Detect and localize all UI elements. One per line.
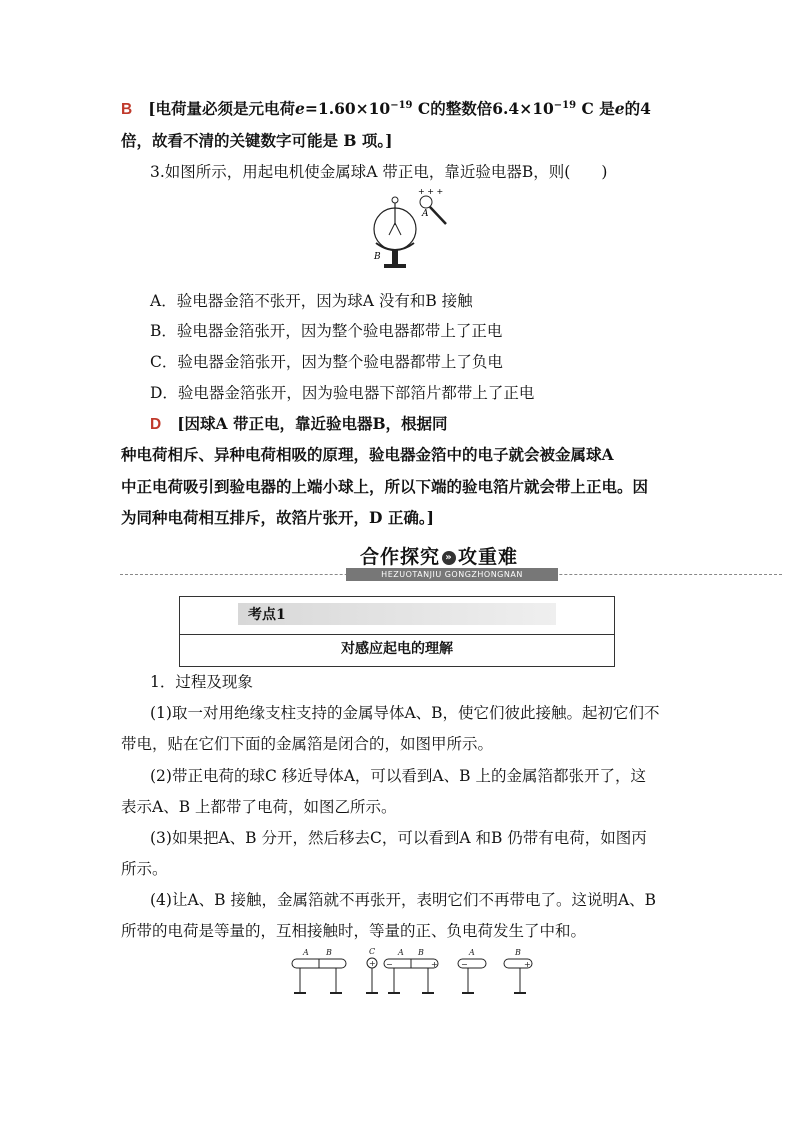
charge-c-plus: + <box>369 959 376 968</box>
q3-answer-line1: D [因球A 带正电，靠近验电器B，根据同 <box>150 414 448 433</box>
induction-figure <box>288 945 548 1000</box>
section-header <box>120 538 782 582</box>
label-b: B <box>374 252 381 262</box>
charge-bing-minus: − <box>461 960 468 969</box>
label-jia-a: A <box>303 948 309 957</box>
label-yi-a: A <box>398 948 404 957</box>
answer-letter: B <box>121 101 133 118</box>
answer-letter: D <box>150 416 162 433</box>
label-yi-b: B <box>418 948 424 957</box>
charge-yi-minus: − <box>386 960 393 969</box>
paragraph-3a: (3)如果把A、B 分开，然后移去C，可以看到A 和B 仍带有电荷，如图丙 <box>150 829 647 847</box>
charge-bing-plus: + <box>524 960 531 969</box>
question-stem: 3.如图所示，用起电机使金属球A 带正电，靠近验电器B，则( ) <box>150 163 608 181</box>
arrow-icon: » <box>442 551 456 565</box>
paragraph-4a: (4)让A、B 接触，金属箔就不再张开，表明它们不再带电了。这说明A、B <box>150 891 657 909</box>
q2-answer-line1: B [电荷量必须是元电荷$e=1.60\times 10^{-19}$ C的整数倍$6.4\times 10^{-19}$ C 是e的4 <box>121 99 651 118</box>
topic-tag: 考点1 <box>238 603 556 625</box>
q3-answer-line4: 为同种电荷相互排斥，故箔片张开，D 正确。] <box>121 508 434 527</box>
topic-box <box>179 596 615 667</box>
label-a: A <box>422 209 429 219</box>
option-a: A．验电器金箔不张开，因为球A 没有和B 接触 <box>150 292 473 310</box>
topic-title: 对感应起电的理解 <box>341 641 453 657</box>
q3-answer-line2: 种电荷相斥、异种电荷相吸的原理，验电器金箔中的电子就会被金属球A <box>121 445 614 464</box>
section-subtitle: HEZUOTANJIU GONGZHONGNAN <box>346 568 558 581</box>
paragraph-2b: 表示A、B 上都带了电荷，如图乙所示。 <box>121 798 397 816</box>
paragraph-2a: (2)带正电荷的球C 移近导体A，可以看到A、B 上的金属箔都张开了，这 <box>150 767 646 785</box>
paragraph-4b: 所带的电荷是等量的，互相接触时，等量的正、负电荷发生了中和。 <box>121 922 587 940</box>
charge-symbols: + + + <box>418 187 444 196</box>
label-bing-b: B <box>515 948 521 957</box>
paragraph-3b: 所示。 <box>121 860 168 878</box>
label-yi-c: C <box>369 947 376 956</box>
electroscope-figure <box>370 187 452 279</box>
label-jia-b: B <box>326 948 332 957</box>
q3-answer-line3: 中正电荷吸引到验电器的上端小球上，所以下端的验电箔片就会带上正电。因 <box>121 477 649 496</box>
option-c: C．验电器金箔张开，因为整个验电器都带上了负电 <box>150 353 503 371</box>
section-title: 合作探究 » 攻重难 <box>360 546 519 568</box>
option-b: B．验电器金箔张开，因为整个验电器都带上了正电 <box>150 322 503 340</box>
paragraph-1a: (1)取一对用绝缘支柱支持的金属导体A、B，使它们彼此接触。起初它们不 <box>150 704 660 722</box>
charge-yi-plus: + <box>431 960 438 969</box>
paragraph-1b: 带电，贴在它们下面的金属箔是闭合的，如图甲所示。 <box>121 735 494 753</box>
q2-answer-line2: 倍，故看不清的关键数字可能是 B 项。] <box>121 131 393 150</box>
option-d: D．验电器金箔张开，因为验电器下部箔片都带上了正电 <box>150 384 535 402</box>
section-heading: 1．过程及现象 <box>150 673 253 691</box>
label-bing-a: A <box>469 948 475 957</box>
